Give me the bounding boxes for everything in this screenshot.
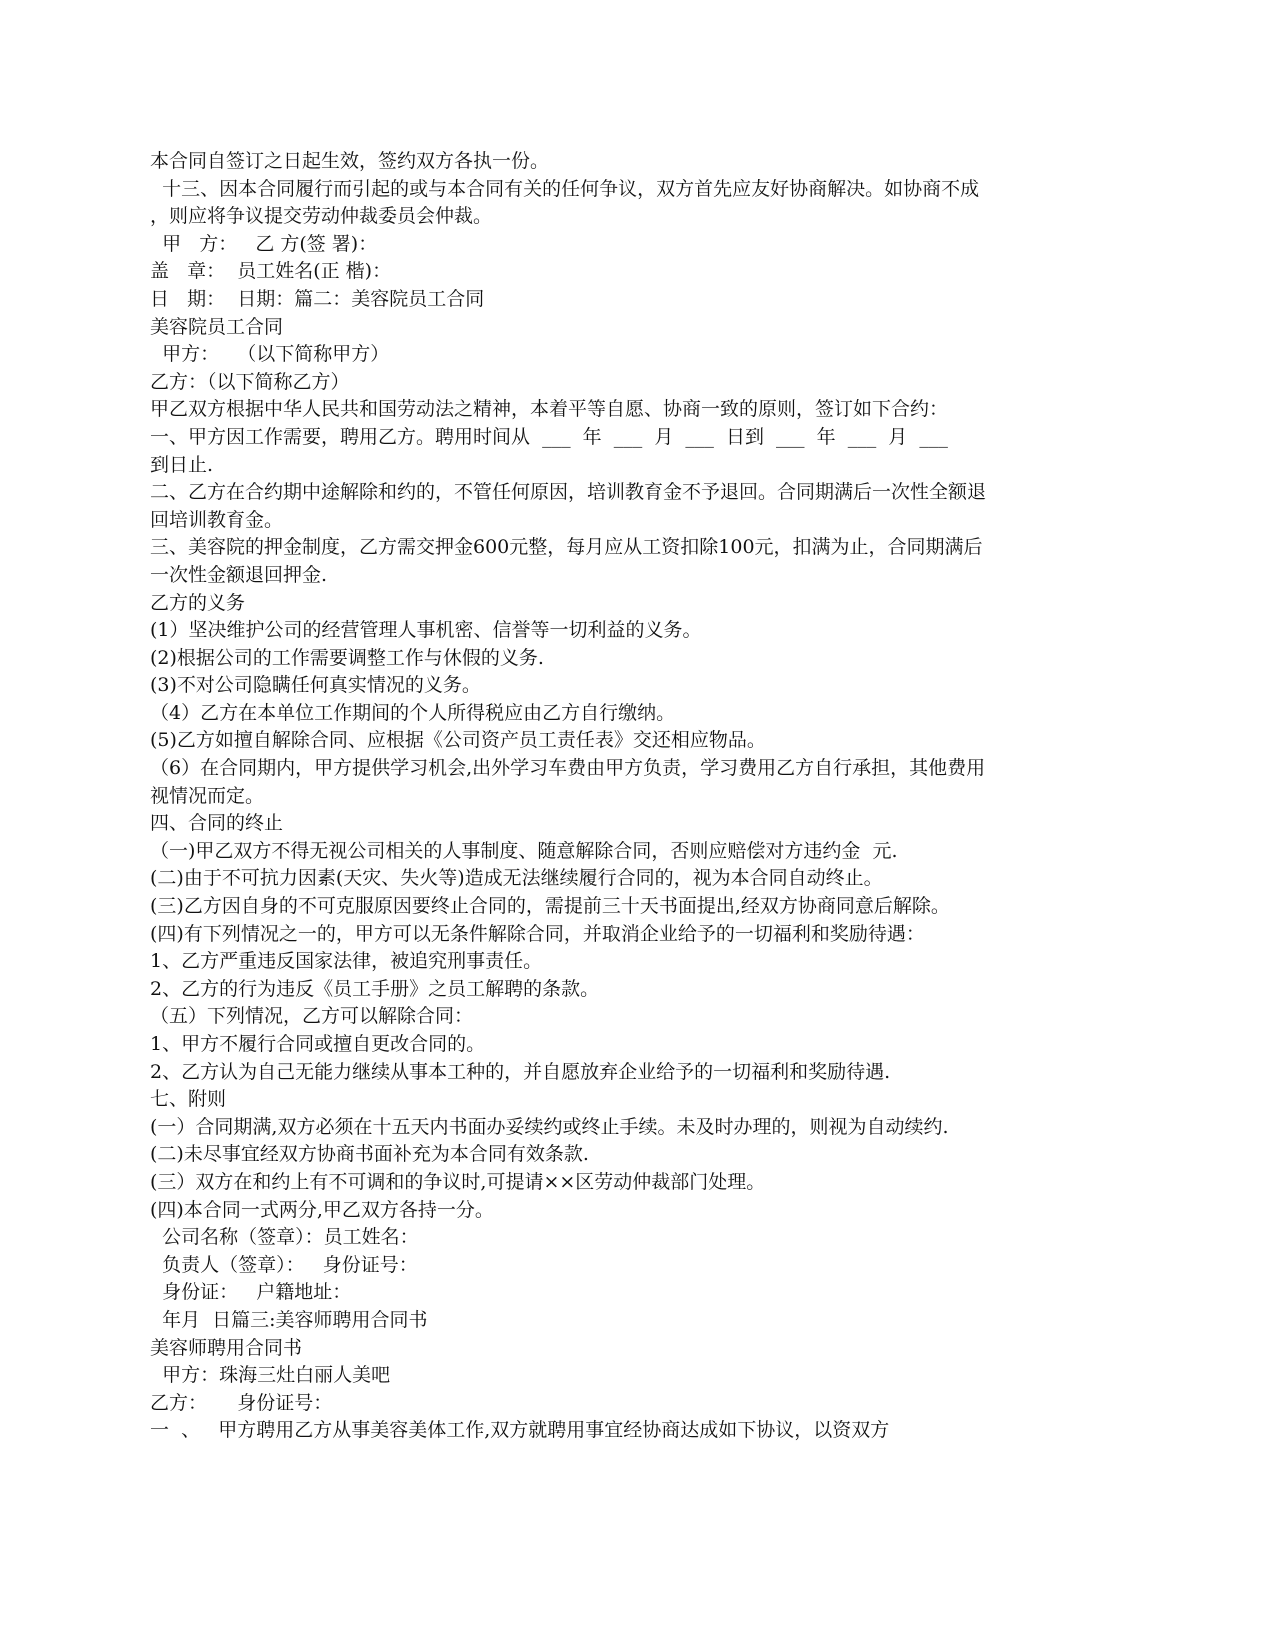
text-line: 十三、因本合同履行而引起的或与本合同有关的任何争议，双方首先应友好协商解决。如协商不成 [150, 177, 980, 200]
text-line: 身份证： 户籍地址： [150, 1281, 352, 1304]
text-line: (3)不对公司隐瞒任何真实情况的义务。 [150, 674, 481, 697]
text-line: (二)由于不可抗力因素(天灾、失火等)造成无法继续履行合同的，视为本合同自动终止。 [150, 867, 883, 890]
text-line: 日 期： 日期：篇二：美容院员工合同 [150, 287, 485, 310]
text-line: 美容院员工合同 [150, 315, 284, 338]
text-line: 公司名称（签章）：员工姓名： [150, 1226, 419, 1249]
text-line: 负责人（签章）： 身份证号： [150, 1253, 418, 1276]
text-line: (2)根据公司的工作需要调整工作与休假的义务. [150, 646, 544, 669]
text-line: 年月 日篇三:美容师聘用合同书 [150, 1308, 428, 1331]
text-line: 视情况而定。 [150, 784, 265, 807]
text-line: 三、美容院的押金制度，乙方需交押金600元整，每月应从工资扣除100元，扣满为止，合同期满后 [150, 536, 983, 559]
text-line: （6）在合同期内，甲方提供学习机会,出外学习车费由甲方负责，学习费用乙方自行承担，其他费用 [150, 757, 986, 780]
text-line: 2、乙方认为自己无能力继续从事本工种的，并自愿放弃企业给予的一切福利和奖励待遇. [150, 1060, 891, 1083]
text-line: 四、合同的终止 [150, 812, 284, 835]
text-line: (一）合同期满,双方必须在十五天内书面办妥续约或终止手续。未及时办理的，则视为自动续约. [150, 1115, 949, 1138]
text-line: (三）双方在和约上有不可调和的争议时,可提请××区劳动仲裁部门处理。 [150, 1170, 766, 1193]
text-line: 美容师聘用合同书 [150, 1336, 303, 1359]
text-line: 乙方的义务 [150, 591, 246, 614]
text-line: (三)乙方因自身的不可克服原因要终止合同的，需提前三十天书面提出,经双方协商同意后解除。 [150, 895, 950, 918]
text-line: 1、乙方严重违反国家法律，被追究刑事责任。 [150, 950, 543, 973]
text-line: (二)未尽事宜经双方协商书面补充为本合同有效条款. [150, 1143, 589, 1166]
text-line: 一、甲方因工作需要，聘用乙方。聘用时间从 ___ 年 ___ 月 ___ 日到 ___ 年 ___ 月 ___ [150, 425, 948, 448]
text-line: 甲方： （以下简称甲方） [150, 343, 390, 366]
text-line: 一 、 甲方聘用乙方从事美容美体工作,双方就聘用事宜经协商达成如下协议，以资双方 [150, 1419, 890, 1442]
text-line: （一)甲乙双方不得无视公司相关的人事制度、随意解除合同，否则应赔偿对方违约金 元. [150, 839, 898, 862]
text-line: 回培训教育金。 [150, 508, 284, 531]
text-line: 2、乙方的行为违反《员工手册》之员工解聘的条款。 [150, 977, 600, 1000]
text-line: (四)有下列情况之一的，甲方可以无条件解除合同，并取消企业给予的一切福利和奖励待遇： [150, 922, 925, 945]
document-body [150, 148, 1125, 1445]
text-line: 乙方： 身份证号： [150, 1391, 333, 1414]
text-line: (四)本合同一式两分,甲乙双方各持一分。 [150, 1198, 494, 1221]
text-line: （4）乙方在本单位工作期间的个人所得税应由乙方自行缴纳。 [150, 701, 676, 724]
text-line: （五）下列情况，乙方可以解除合同： [150, 1005, 474, 1028]
text-line: (1）坚决维护公司的经营管理人事机密、信誉等一切利益的义务。 [150, 619, 702, 642]
text-line: 二、乙方在合约期中途解除和约的，不管任何原因，培训教育金不予退回。合同期满后一次性全额退 [150, 481, 987, 504]
text-line: (5)乙方如擅自解除合同、应根据《公司资产员工责任表》交还相应物品。 [150, 729, 766, 752]
text-line: 甲乙双方根据中华人民共和国劳动法之精神，本着平等自愿、协商一致的原则，签订如下合约： [150, 398, 949, 421]
text-line: 一次性金额退回押金. [150, 563, 328, 586]
text-line: 到日止. [150, 453, 214, 476]
text-line: 七、附则 [150, 1088, 227, 1111]
text-line: 甲 方： 乙 方(签 署)： [150, 232, 378, 255]
text-line: 乙方：（以下简称乙方） [150, 370, 350, 393]
text-line: 1、甲方不履行合同或擅自更改合同的。 [150, 1033, 486, 1055]
text-line: 盖 章： 员工姓名(正 楷)： [150, 260, 392, 283]
text-line: 甲方：珠海三灶白丽人美吧 [150, 1364, 391, 1387]
text-line: ，则应将争议提交劳动仲裁委员会仲裁。 [150, 205, 493, 228]
text-line: 本合同自签订之日起生效，签约双方各执一份。 [150, 150, 550, 172]
